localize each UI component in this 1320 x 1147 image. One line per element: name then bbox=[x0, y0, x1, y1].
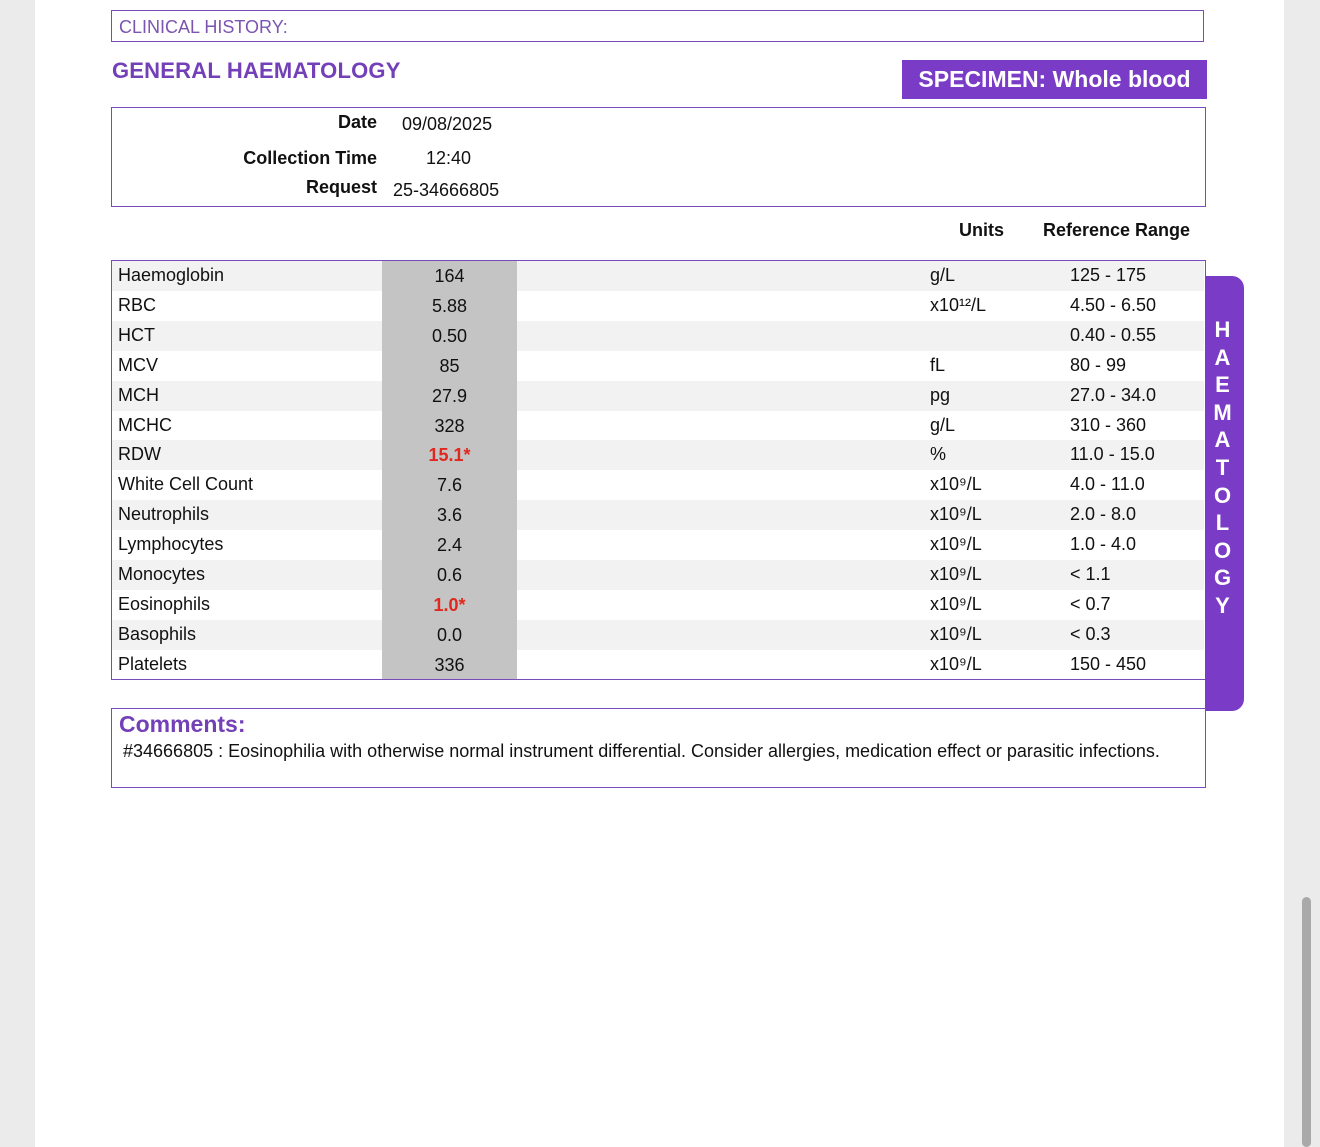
test-name: MCHC bbox=[118, 414, 172, 435]
comments-title: Comments: bbox=[119, 711, 246, 737]
specimen-badge: SPECIMEN: Whole blood bbox=[902, 60, 1207, 99]
result-unit: g/L bbox=[930, 414, 956, 435]
side-tab-letter: O bbox=[1213, 537, 1232, 563]
vertical-scrollbar-thumb[interactable] bbox=[1302, 897, 1311, 1147]
haematology-side-tab bbox=[1205, 276, 1244, 711]
section-title: GENERAL HAEMATOLOGY bbox=[112, 58, 401, 83]
collection-time-label: Collection Time bbox=[243, 148, 377, 168]
reference-range: 1.0 - 4.0 bbox=[1070, 534, 1137, 555]
clinical-history-box bbox=[111, 10, 1204, 42]
reference-range: 150 - 450 bbox=[1070, 653, 1147, 674]
test-name: Neutrophils bbox=[118, 504, 210, 525]
date-value: 09/08/2025 bbox=[402, 114, 493, 134]
result-value: 328 bbox=[382, 411, 517, 441]
reference-range: < 0.7 bbox=[1070, 593, 1111, 614]
result-unit: x10⁹/L bbox=[930, 504, 982, 525]
reference-range: 27.0 - 34.0 bbox=[1070, 384, 1157, 405]
date-label: Date bbox=[337, 112, 377, 132]
result-value: 7.6 bbox=[382, 470, 517, 500]
test-name: Eosinophils bbox=[118, 593, 211, 614]
reference-range: 80 - 99 bbox=[1070, 354, 1127, 375]
test-name: Lymphocytes bbox=[118, 534, 224, 555]
table-row bbox=[112, 620, 1204, 650]
result-unit: x10¹²/L bbox=[930, 294, 987, 315]
test-name: RBC bbox=[118, 294, 157, 315]
test-name: Basophils bbox=[118, 623, 197, 644]
side-tab-letter: L bbox=[1215, 510, 1230, 536]
side-tab-letter: M bbox=[1213, 399, 1232, 425]
side-tab-letter: E bbox=[1215, 372, 1230, 398]
side-tab-label bbox=[1205, 316, 1240, 620]
side-tab-letter: H bbox=[1214, 317, 1231, 342]
result-unit: x10⁹/L bbox=[930, 534, 982, 555]
units-column-header: Units bbox=[959, 220, 1004, 240]
reference-range-column-header: Reference Range bbox=[1043, 220, 1191, 240]
result-unit: x10⁹/L bbox=[930, 564, 982, 584]
result-unit: g/L bbox=[930, 265, 956, 285]
result-value: 0.0 bbox=[382, 620, 517, 650]
result-unit: pg bbox=[930, 384, 951, 405]
table-row bbox=[112, 261, 1204, 291]
reference-range: 125 - 175 bbox=[1070, 265, 1147, 285]
comments-text: #34666805 : Eosinophilia with otherwise normal instrument differential. Consider allergies, medication effect or parasitic infections. bbox=[123, 741, 1160, 761]
table-row bbox=[112, 530, 1204, 560]
side-tab-letter: A bbox=[1214, 344, 1231, 370]
result-unit: fL bbox=[930, 354, 946, 375]
result-unit: % bbox=[930, 444, 947, 465]
test-name: MCH bbox=[118, 384, 159, 405]
reference-range: 11.0 - 15.0 bbox=[1070, 444, 1155, 465]
result-unit: x10⁹/L bbox=[930, 653, 982, 674]
reference-range: 4.50 - 6.50 bbox=[1070, 294, 1157, 315]
table-row bbox=[112, 590, 1204, 620]
table-row bbox=[112, 500, 1204, 530]
clinical-history-label: CLINICAL HISTORY: bbox=[119, 17, 288, 37]
result-value: 3.6 bbox=[382, 500, 517, 530]
reference-range: 2.0 - 8.0 bbox=[1070, 504, 1137, 525]
table-row bbox=[112, 470, 1204, 500]
table-row bbox=[112, 440, 1204, 470]
table-row bbox=[112, 381, 1204, 411]
test-name: MCV bbox=[118, 354, 158, 375]
result-value: 0.6 bbox=[382, 560, 517, 590]
reference-range: < 0.3 bbox=[1070, 623, 1111, 644]
reference-range: 4.0 - 11.0 bbox=[1070, 474, 1145, 495]
side-tab-letter: T bbox=[1215, 454, 1230, 480]
table-row bbox=[112, 411, 1204, 441]
result-value: 2.4 bbox=[382, 530, 517, 560]
results-table bbox=[111, 260, 1206, 680]
side-tab-letter: G bbox=[1213, 565, 1232, 591]
test-name: RDW bbox=[118, 444, 161, 465]
report-page bbox=[35, 0, 1284, 1147]
result-value: 164 bbox=[382, 261, 517, 291]
comments-box bbox=[111, 708, 1206, 788]
test-name: Haemoglobin bbox=[118, 265, 225, 285]
request-label: Request bbox=[305, 177, 377, 197]
table-row bbox=[112, 560, 1204, 590]
result-value: 27.9 bbox=[382, 381, 517, 411]
table-row bbox=[112, 291, 1204, 321]
side-tab-letter: O bbox=[1213, 482, 1232, 508]
result-value: 1.0* bbox=[382, 590, 517, 620]
result-unit: x10⁹/L bbox=[930, 593, 982, 614]
request-value: 25-34666805 bbox=[393, 180, 500, 200]
table-row bbox=[112, 650, 1204, 680]
result-unit: x10⁹/L bbox=[930, 623, 982, 644]
collection-time-value: 12:40 bbox=[426, 148, 472, 168]
test-name: White Cell Count bbox=[118, 474, 254, 495]
request-details-box bbox=[111, 107, 1206, 207]
reference-range: 0.40 - 0.55 bbox=[1070, 324, 1157, 345]
table-row bbox=[112, 321, 1204, 351]
result-value: 85 bbox=[382, 351, 517, 381]
result-value: 15.1* bbox=[382, 440, 517, 470]
test-name: Monocytes bbox=[118, 564, 206, 584]
reference-range: < 1.1 bbox=[1070, 564, 1111, 584]
result-unit: x10⁹/L bbox=[930, 474, 982, 495]
side-tab-letter: Y bbox=[1215, 592, 1230, 618]
table-row bbox=[112, 351, 1204, 381]
reference-range: 310 - 360 bbox=[1070, 414, 1147, 435]
side-tab-letter: A bbox=[1214, 427, 1231, 453]
result-value: 0.50 bbox=[382, 321, 517, 351]
test-name: HCT bbox=[118, 324, 155, 345]
test-name: Platelets bbox=[118, 653, 188, 674]
result-value: 336 bbox=[382, 650, 517, 680]
result-value: 5.88 bbox=[382, 291, 517, 321]
